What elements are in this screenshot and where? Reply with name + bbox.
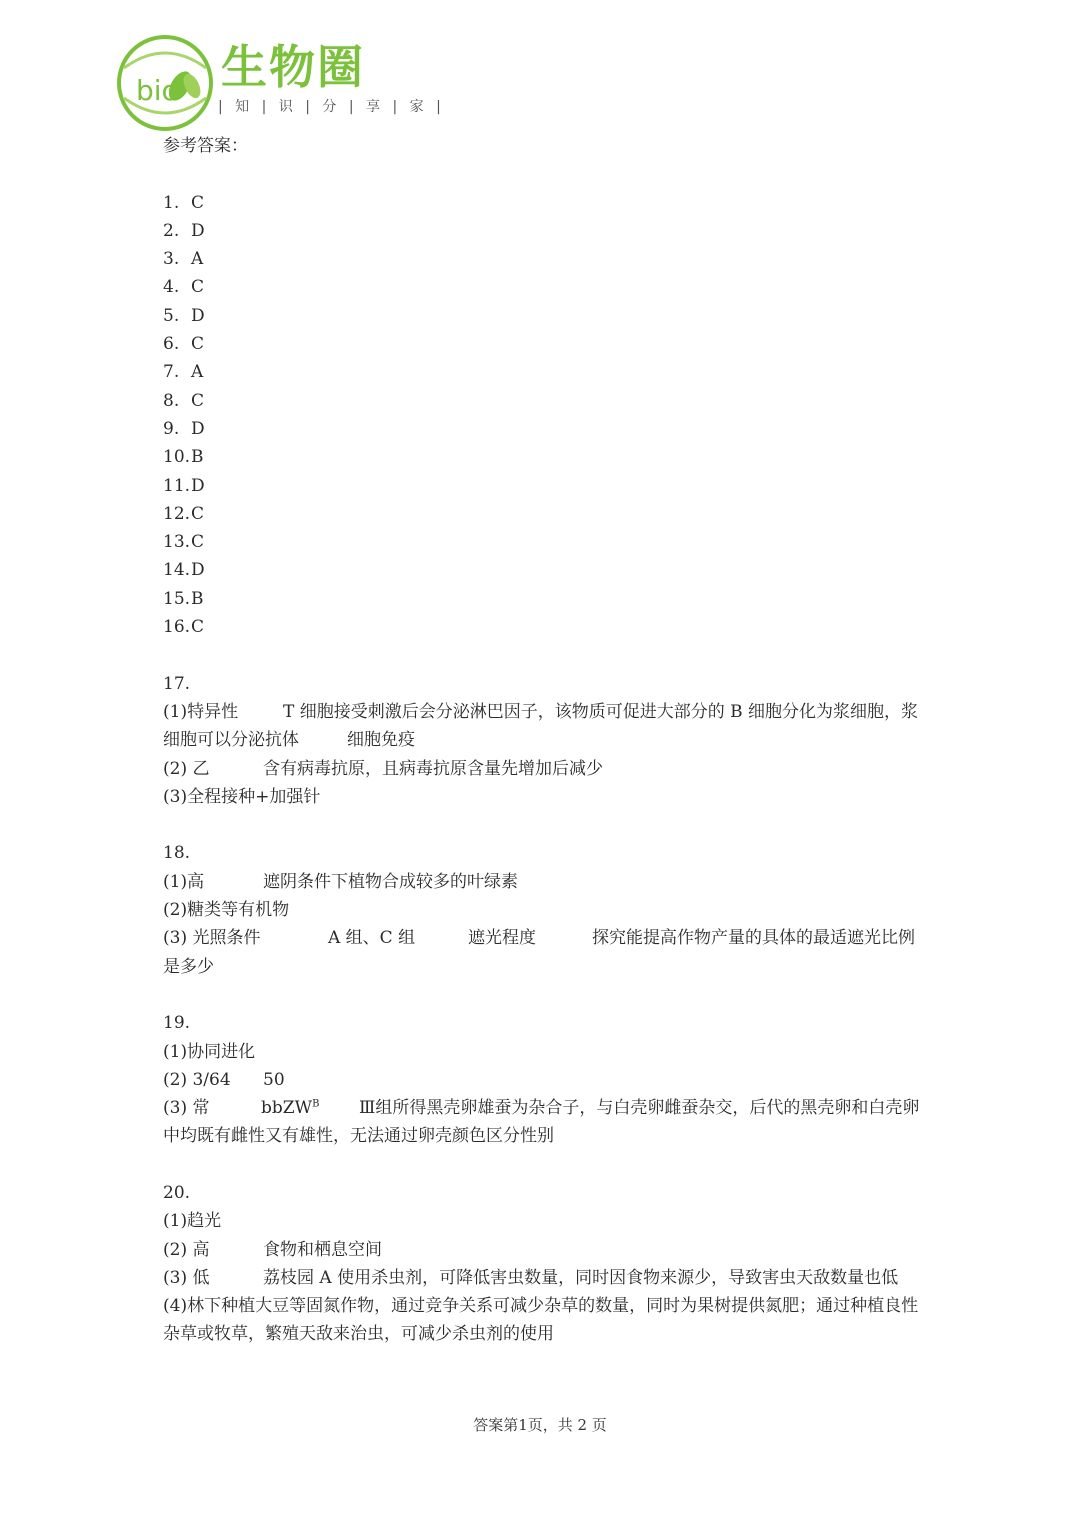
choice-answer-row: [163, 500, 923, 528]
choice-number: 2.: [163, 220, 180, 241]
choice-number: 5.: [163, 305, 180, 326]
choice-letter: D: [191, 418, 205, 439]
logo-subtitle: | 知 | 识 | 分 | 享 | 家 |: [218, 99, 445, 115]
choice-letter: C: [191, 277, 205, 298]
choice-letter: D: [191, 220, 205, 241]
answer-part: (1)特异性 T 细胞接受刺激后会分泌淋巴因子，该物质可促进大部分的 B 细胞分化为浆细胞，浆细胞可以分泌抗体 细胞免疫: [163, 701, 919, 751]
question-number: 19.: [163, 1013, 191, 1034]
choice-letter: B: [191, 588, 204, 609]
choice-answer-row: [163, 613, 923, 641]
choice-number: 3.: [163, 249, 180, 270]
choice-answer-row: [163, 585, 923, 613]
choice-answer-row: [163, 217, 923, 245]
choice-letter: C: [191, 192, 205, 213]
answer-part: (2) 高 食物和栖息空间: [163, 1239, 382, 1260]
question-number: 18.: [163, 843, 191, 864]
choice-letter: D: [191, 305, 205, 326]
choice-number: 9.: [163, 418, 180, 439]
choice-letter: C: [191, 532, 205, 553]
answer-part: (1)协同进化: [163, 1041, 256, 1062]
logo-text: 生物圈: [221, 40, 365, 94]
logo: [110, 28, 445, 138]
answer-sheet: [163, 132, 923, 1349]
page-footer: 答案第1页，共 2 页: [473, 1416, 607, 1434]
choice-answer-row: [163, 556, 923, 584]
choice-letter: B: [191, 447, 204, 468]
choice-number: 15.: [163, 588, 191, 609]
question-17: [163, 670, 923, 811]
choice-number: 14.: [163, 560, 191, 581]
answer-part: (2) 3/64 50: [163, 1069, 285, 1090]
choice-letter: C: [191, 334, 205, 355]
choice-answer-list: [163, 189, 923, 642]
choice-number: 1.: [163, 192, 180, 213]
question-number: 20.: [163, 1182, 191, 1203]
choice-letter: C: [191, 617, 205, 638]
choice-letter: C: [191, 390, 205, 411]
answer-part: (4)林下种植大豆等固氮作物，通过竞争关系可减少杂草的数量，同时为果树提供氮肥；通过种植良性杂草或牧草，繁殖天敌来治虫，可减少杀虫剂的使用: [163, 1296, 919, 1345]
choice-answer-row: [163, 273, 923, 301]
choice-answer-row: [163, 415, 923, 443]
question-18: [163, 839, 923, 980]
answer-part: (3) 低 荔枝园 A 使用杀虫剂，可降低害虫数量，同时因食物来源少，导致害虫天敌数量也低: [163, 1267, 899, 1288]
choice-number: 16.: [163, 617, 191, 638]
choice-number: 7.: [163, 362, 180, 383]
choice-answer-row: [163, 189, 923, 217]
choice-answer-row: [163, 245, 923, 273]
choice-answer-row: [163, 443, 923, 471]
question-number: 17.: [163, 673, 191, 694]
choice-number: 13.: [163, 532, 191, 553]
answer-part: (3) 光照条件 A 组、C 组 遮光程度 探究能提高作物产量的具体的最适遮光比例是多少: [163, 928, 915, 977]
page-title: 参考答案：: [163, 136, 248, 156]
choice-answer-row: [163, 330, 923, 358]
choice-letter: A: [191, 249, 204, 270]
choice-number: 11.: [163, 475, 191, 496]
question-19: [163, 1009, 923, 1150]
bio-leaf-logo-icon: [110, 28, 220, 138]
answer-part: (3) 常 bbZW$^B$ Ⅲ组所得黑壳卵雄蚕为杂合子，与白壳卵雌蚕杂交，后代的黑壳卵和白壳卵中均既有雌性又有雄性，无法通过卵壳颜色区分性别: [163, 1098, 920, 1147]
choice-answer-row: [163, 472, 923, 500]
choice-answer-row: [163, 358, 923, 386]
answer-part: (2)糖类等有机物: [163, 900, 290, 921]
answer-part: (1)趋光: [163, 1211, 222, 1232]
choice-number: 10.: [163, 447, 191, 468]
choice-letter: D: [191, 560, 205, 581]
answer-part: (2) 乙 含有病毒抗原，且病毒抗原含量先增加后减少: [163, 758, 603, 779]
choice-number: 8.: [163, 390, 180, 411]
choice-letter: C: [191, 503, 205, 524]
choice-answer-row: [163, 528, 923, 556]
choice-number: 12.: [163, 503, 191, 524]
choice-answer-row: [163, 302, 923, 330]
choice-answer-row: [163, 387, 923, 415]
choice-number: 6.: [163, 334, 180, 355]
choice-number: 4.: [163, 277, 180, 298]
logo-mark: bio: [136, 74, 179, 107]
answer-part: (3)全程接种+加强针: [163, 786, 321, 807]
choice-letter: A: [191, 362, 204, 383]
question-20: [163, 1179, 923, 1349]
choice-letter: D: [191, 475, 205, 496]
answer-part: (1)高 遮阴条件下植物合成较多的叶绿素: [163, 871, 518, 892]
